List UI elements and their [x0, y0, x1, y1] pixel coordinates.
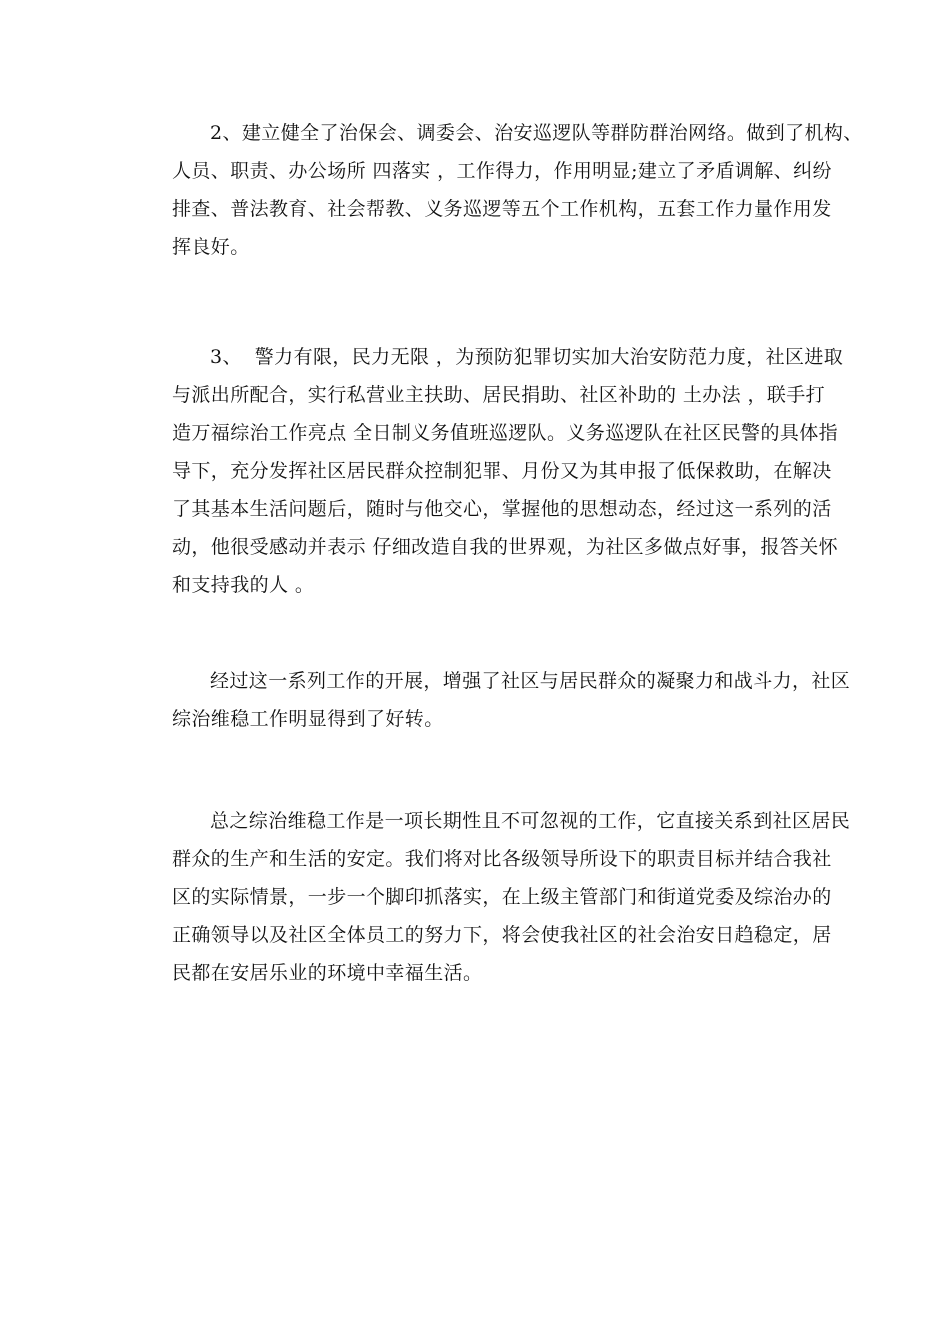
paragraph-line: 3、 警力有限，民力无限 ，为预防犯罪切实加大治安防范力度，社区进取: [210, 346, 844, 368]
paragraph-line: 民都在安居乐业的环境中幸福生活。: [172, 962, 483, 984]
paragraph-line: 了其基本生活问题后，随时与他交心，掌握他的思想动态，经过这一系列的活: [172, 498, 832, 520]
paragraph-line: 与派出所配合，实行私营业主扶助、居民捐助、社区补助的 土办法 ，联手打: [172, 384, 826, 406]
paragraph-line: 挥良好。: [172, 236, 250, 258]
paragraph-line: 和支持我的人 。: [172, 574, 315, 596]
paragraph-network: [172, 114, 863, 266]
paragraph-results: [172, 662, 851, 738]
paragraph-line: 综治维稳工作明显得到了好转。: [172, 708, 444, 730]
paragraph-line: 群众的生产和生活的安定。我们将对比各级领导所设下的职责目标并结合我社: [172, 848, 832, 870]
paragraph-line: 导下，充分发挥社区居民群众控制犯罪、月份又为其申报了低保救助，在解决: [172, 460, 832, 482]
paragraph-conclusion: [172, 802, 851, 992]
paragraph-line: 排查、普法教育、社会帮教、义务巡逻等五个工作机构，五套工作力量作用发: [172, 198, 832, 220]
paragraph-line: 2、建立健全了治保会、调委会、治安巡逻队等群防群治网络。做到了机构、: [210, 122, 863, 144]
paragraph-patrol: [172, 338, 844, 604]
paragraph-line: 区的实际情景，一步一个脚印抓落实，在上级主管部门和街道党委及综治办的: [172, 886, 832, 908]
paragraph-line: 正确领导以及社区全体员工的努力下，将会使我社区的社会治安日趋稳定，居: [172, 924, 832, 946]
paragraph-line: 经过这一系列工作的开展，增强了社区与居民群众的凝聚力和战斗力，社区: [210, 670, 851, 692]
paragraph-line: 总之综治维稳工作是一项长期性且不可忽视的工作，它直接关系到社区居民: [210, 810, 851, 832]
paragraph-line: 造万福综治工作亮点 全日制义务值班巡逻队。义务巡逻队在社区民警的具体指: [172, 422, 839, 444]
paragraph-line: 人员、职责、办公场所 四落实 ，工作得力，作用明显;建立了矛盾调解、纠纷: [172, 160, 832, 182]
paragraph-line: 动，他很受感动并表示 仔细改造自我的世界观，为社区多做点好事，报答关怀: [172, 536, 839, 558]
